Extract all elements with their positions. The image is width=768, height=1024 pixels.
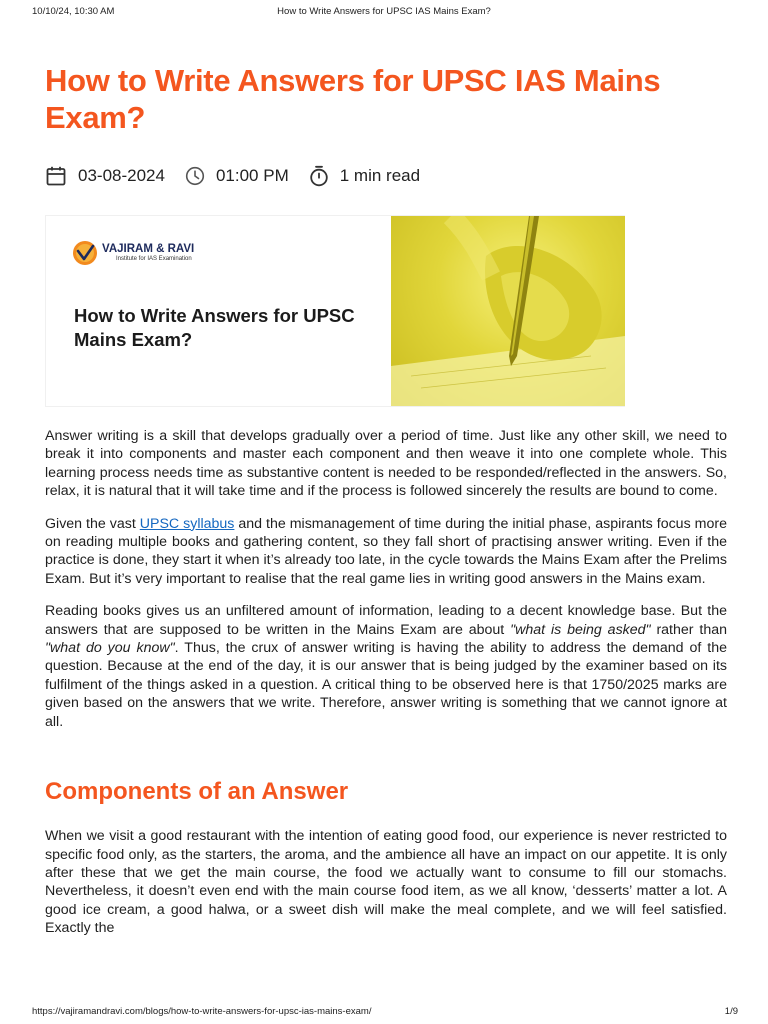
paragraph-3-text-b: rather than: [650, 621, 727, 638]
meta-time: [185, 166, 289, 186]
article: [45, 62, 727, 938]
print-header: [0, 0, 768, 20]
logo-name: VAJIRAM & RAVI: [102, 243, 195, 255]
article-title: How to Write Answers for UPSC IAS Mains Exam?: [45, 63, 661, 135]
section-heading-components: Components of an Answer: [45, 778, 349, 806]
paragraph-3-italic-b: "what do you know": [45, 640, 175, 657]
print-datetime: 10/10/24, 10:30 AM: [32, 6, 115, 17]
clock-icon: [185, 166, 205, 186]
article-meta: [45, 161, 727, 191]
paragraph-3-text-a: Reading books gives us an unfiltered amount of information, leading to a decent knowledge base. But the answers that are supposed to be written in the Mains Exam are about: [45, 603, 727, 638]
paragraph-4: When we visit a good restaurant with the intention of eating good food, our experience is never restricted to specific food only, as the starters, the aroma, and the ambience all have an impact on our appetite. It is only after these that we get the main course, the food we actually want to consume to fill our stomachs. Nevertheless, it doesn’t even end with the main course food item, as we all know, ‘desserts’ matter a lot. A good ice cream, a good halwa, or a sweet dish will make the meal complete, and we will feel satisfied. Exactly the: [45, 828, 727, 937]
paragraph-3: [45, 602, 727, 731]
paragraph-2-text-a: Given the vast: [45, 515, 140, 532]
hero-heading: How to Write Answers for UPSC Mains Exam?: [74, 305, 355, 350]
pen-hand-photo: [391, 216, 625, 406]
print-footer: [0, 1002, 768, 1024]
print-url: https://vajiramandravi.com/blogs/how-to-write-answers-for-upsc-ias-mains-exam/: [32, 1006, 372, 1017]
paragraph-3-text-c: . Thus, the crux of answer writing is having the ability to address the demand of the question. Because at the end of the day, it is our answer that is being judged by the examiner based on its fulfilment of the things asked in a question. A critical thing to be observed here is that 1750/2025 marks are given based on the answers that we write. Therefore, answer writing is something that we cannot ignore at all.: [45, 640, 727, 730]
calendar-icon: [45, 165, 67, 187]
stopwatch-icon: [309, 165, 329, 187]
paragraph-2: [45, 515, 727, 589]
paragraph-1: Answer writing is a skill that develops gradually over a period of time. Just like any other skill, we need to break it into components and master each component and then weave it into one complete whole. This learning process needs time as substantive content is needed to be responded/reflected in the answers. So, relax, it is natural that it will take time and if the process is followed sincerely the results are bound to come.: [45, 428, 727, 500]
meta-read-time-text: 1 min read: [339, 166, 421, 185]
logo-tagline: Institute for IAS Examination: [116, 256, 192, 262]
meta-date: [45, 165, 165, 187]
upsc-syllabus-link[interactable]: UPSC syllabus: [139, 515, 235, 532]
meta-time-text: 01:00 PM: [215, 166, 289, 185]
brand-logo: [72, 240, 194, 266]
print-page-title: How to Write Answers for UPSC IAS Mains Exam?: [277, 6, 491, 17]
meta-date-text: 03-08-2024: [78, 166, 165, 185]
print-page-indicator: 1/9: [724, 1006, 738, 1017]
paragraph-2-text-b: and the mismanagement of time during the initial phase, aspirants focus more on reading multiple books and gathering content, so they fall short of practising answer writing. Even if the practice is done, they start it when it’s already too late, in the cycle towards the Mains Exam after the Prelims Exam. But it’s very important to realise that the real game lies in writing good answers in the Mains exam.: [45, 515, 727, 587]
paragraph-3-italic-a: "what is being asked": [510, 621, 651, 638]
vajiram-ravi-logo-icon: [72, 240, 98, 266]
hero-image: [45, 215, 625, 407]
meta-read-time: [309, 165, 420, 187]
